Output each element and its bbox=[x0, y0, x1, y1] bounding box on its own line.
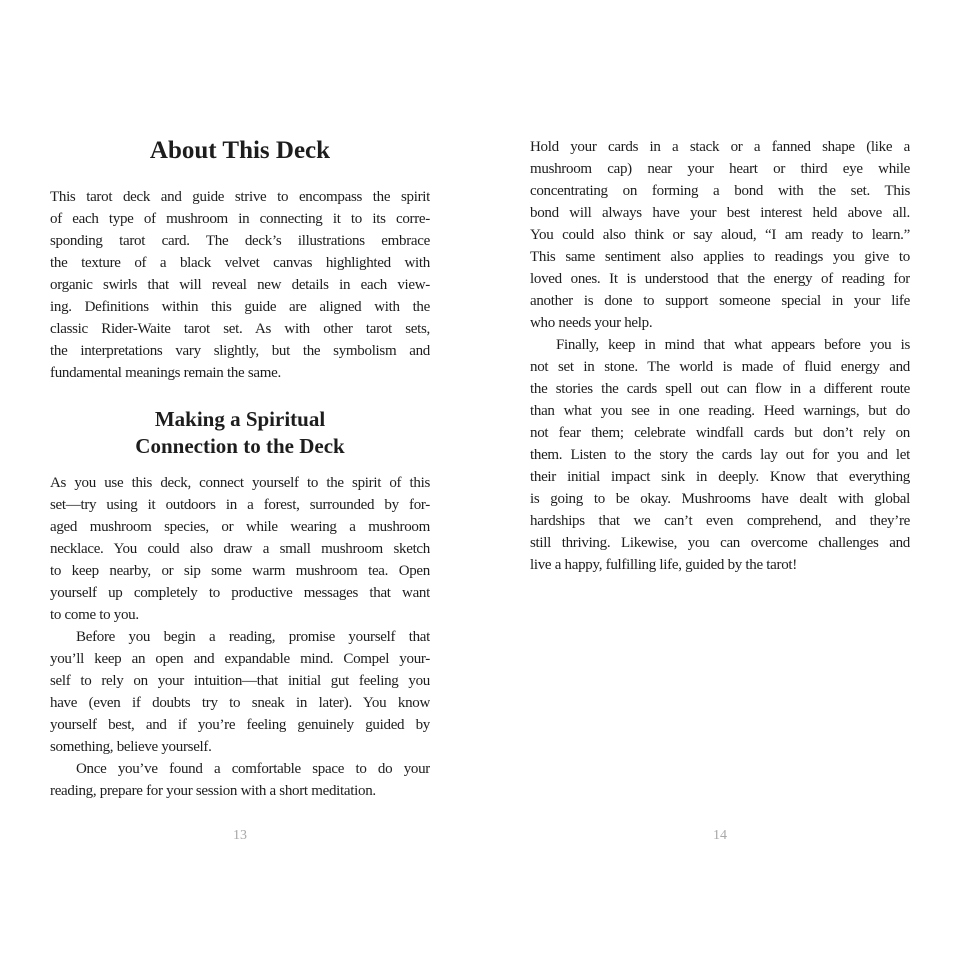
text-line: the texture of a black velvet canvas highlighted with bbox=[50, 255, 430, 271]
paragraph bbox=[50, 472, 430, 626]
text-line: Before you begin a reading, promise yourself that bbox=[76, 629, 430, 645]
text-line: the stories the cards spell out can flow in a different route bbox=[530, 381, 910, 397]
text-line: who needs your help. bbox=[530, 315, 653, 331]
text-line: yourself best, and if you’re feeling genuinely guided by bbox=[50, 717, 430, 733]
text-line: concentrating on forming a bond with the set. This bbox=[530, 183, 910, 199]
text-line: necklace. You could also draw a small mushroom sketch bbox=[50, 541, 430, 557]
text-line: aged mushroom species, or while wearing a mushroom bbox=[50, 519, 430, 535]
text-line: their initial impact sink in deeply. Know that everything bbox=[530, 469, 910, 485]
page-right bbox=[530, 136, 910, 876]
text-line: reading, prepare for your session with a short meditation. bbox=[50, 783, 376, 799]
text-line: About This Deck bbox=[149, 137, 331, 164]
text-line: As you use this deck, connect yourself to the spirit of this bbox=[50, 475, 430, 491]
page-title bbox=[50, 136, 430, 166]
text-line: Hold your cards in a stack or a fanned shape (like a bbox=[530, 139, 910, 155]
section-heading bbox=[50, 406, 430, 460]
text-line: self to rely on your intuition—that initial gut feeling you bbox=[50, 673, 430, 689]
page-number: 14 bbox=[713, 828, 727, 843]
text-line: yourself up completely to productive messages that want bbox=[50, 585, 430, 601]
text-line: than what you see in one reading. Heed warnings, but do bbox=[530, 403, 910, 419]
text-line: you’ll keep an open and expandable mind. Compel your- bbox=[50, 651, 430, 667]
text-line: something, believe yourself. bbox=[50, 739, 212, 755]
text-line: not set in stone. The world is made of fluid energy and bbox=[530, 359, 910, 375]
text-line: the interpretations vary slightly, but the symbolism and bbox=[50, 343, 430, 359]
text-line: still thriving. Likewise, you can overcome challenges and bbox=[530, 535, 910, 551]
text-line: organic swirls that will reveal new details in each view- bbox=[50, 277, 430, 293]
text-line: of each type of mushroom in connecting it to its corre- bbox=[50, 211, 430, 227]
text-line: live a happy, fulfilling life, guided by the tarot! bbox=[530, 557, 797, 573]
text-line: mushroom cap) near your heart or third eye while bbox=[530, 161, 910, 177]
text-line: another is done to support someone special in your life bbox=[530, 293, 910, 309]
page-left bbox=[50, 136, 430, 876]
text-line: them. Listen to the story the cards lay out for you and let bbox=[530, 447, 910, 463]
page-body bbox=[50, 136, 430, 802]
text-line: Making a Spiritual bbox=[154, 407, 326, 431]
paragraph bbox=[50, 626, 430, 758]
page-body bbox=[530, 136, 910, 576]
text-line: Connection to the Deck bbox=[135, 434, 345, 458]
text-line: ing. Definitions within this guide are aligned with the bbox=[50, 299, 430, 315]
text-line: to come to you. bbox=[50, 607, 139, 623]
text-line: classic Rider-Waite tarot set. As with other tarot sets, bbox=[50, 321, 430, 337]
text-line: set—try using it outdoors in a forest, surrounded by for- bbox=[50, 497, 430, 513]
text-line: Once you’ve found a comfortable space to do your bbox=[76, 761, 430, 777]
paragraph bbox=[530, 334, 910, 576]
text-line: hardships that we can’t even comprehend, and they’re bbox=[530, 513, 910, 529]
paragraph bbox=[50, 186, 430, 384]
text-line: bond will always have your best interest held above all. bbox=[530, 205, 910, 221]
text-line: fundamental meanings remain the same. bbox=[50, 365, 281, 381]
text-line: sponding tarot card. The deck’s illustrations embrace bbox=[50, 233, 430, 249]
paragraph bbox=[530, 136, 910, 334]
page-number: 13 bbox=[233, 828, 247, 843]
text-line: loved ones. It is understood that the energy of reading for bbox=[530, 271, 910, 287]
paragraph bbox=[50, 758, 430, 802]
text-line: is going to be okay. Mushrooms have dealt with global bbox=[530, 491, 910, 507]
text-line: to keep nearby, or sip some warm mushroom tea. Open bbox=[50, 563, 430, 579]
text-line: This tarot deck and guide strive to encompass the spirit bbox=[50, 189, 430, 205]
text-line: have (even if doubts try to sneak in later). You know bbox=[50, 695, 430, 711]
text-line: This same sentiment also applies to readings you give to bbox=[530, 249, 910, 265]
text-line: You could also think or say aloud, “I am ready to learn.” bbox=[530, 227, 910, 243]
text-line: not fear them; celebrate windfall cards but don’t rely on bbox=[530, 425, 910, 441]
text-line: Finally, keep in mind that what appears before you is bbox=[556, 337, 910, 353]
